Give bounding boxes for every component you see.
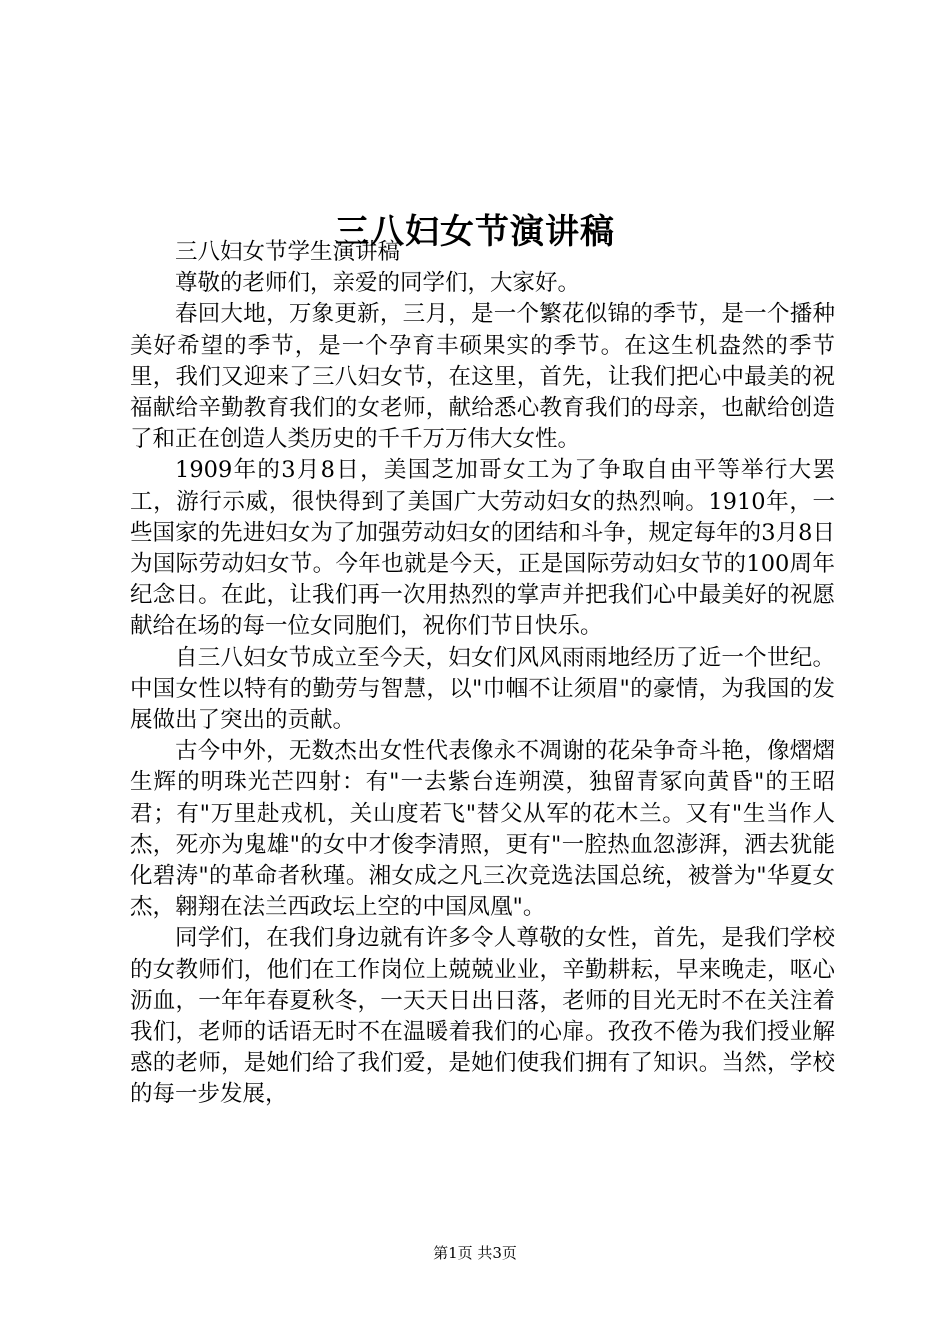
body-paragraph: 春回大地，万象更新，三月，是一个繁花似锦的季节，是一个播种美好希望的季节，是一个孕育丰硕果实的季节。在这生机盎然的季节里，我们又迎来了三八妇女节，在这里，首先，让我们把心中最美的祝福献给辛勤教育我们的女老师，献给悉心教育我们的母亲，也献给创造了和正在创造人类历史的千千万万伟大女性。 [130,301,835,453]
body-paragraph: 自三八妇女节成立至今天，妇女们风风雨雨地经历了近一个世纪。中国女性以特有的勤劳与智慧，以"巾帼不让须眉"的豪情，为我国的发展做出了突出的贡献。 [130,644,835,734]
body-paragraph: 古今中外，无数杰出女性代表像永不凋谢的花朵争奇斗艳，像熠熠生辉的明珠光芒四射：有"一去紫台连朔漠，独留青冢向黄昏"的王昭君；有"万里赴戎机，关山度若飞"替父从军的花木兰。又有"生当作人杰，死亦为鬼雄"的女中才俊李清照，更有"一腔热血忽澎湃，洒去犹能化碧涛"的革命者秋瑾。湘女成之凡三次竞选法国总统，被誉为"华夏女杰，翱翔在法兰西政坛上空的中国凤凰"。 [130,738,835,921]
body-paragraph: 1909年的3月8日，美国芝加哥女工为了争取自由平等举行大罢工，游行示威，很快得到了美国广大劳动妇女的热烈响。1910年，一些国家的先进妇女为了加强劳动妇女的团结和斗争，规定每年的3月8日为国际劳动妇女节。今年也就是今天，正是国际劳动妇女节的100周年纪念日。在此，让我们再一次用热烈的掌声并把我们心中最美好的祝愿献给在场的每一位女同胞们，祝你们节日快乐。 [130,457,835,640]
greeting-paragraph: 尊敬的老师们，亲爱的同学们，大家好。 [175,270,581,297]
subtitle-paragraph: 三八妇女节学生演讲稿 [175,239,401,265]
document-body [130,237,835,1111]
body-paragraph: 同学们，在我们身边就有许多令人尊敬的女性，首先，是我们学校的女教师们，他们在工作岗位上兢兢业业，辛勤耕耘，早来晚走，呕心沥血，一年年春夏秋冬，一天天日出日落，老师的目光无时不在关注着我们，老师的话语无时不在温暖着我们的心扉。孜孜不倦为我们授业解惑的老师，是她们给了我们爱，是她们使我们拥有了知识。当然，学校的每一步发展， [130,925,835,1108]
page-footer: 第1页 共3页 [433,1244,517,1262]
document-title: 三八妇女节演讲稿 [335,211,615,252]
